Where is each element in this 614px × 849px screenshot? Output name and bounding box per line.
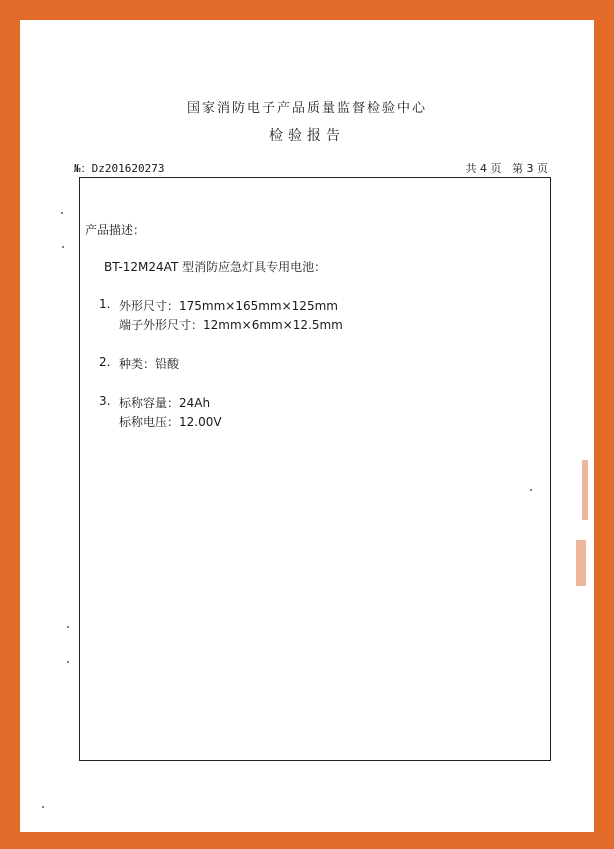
issuing-organization: 国家消防电子产品质量监督检验中心 — [186, 101, 427, 116]
report-page — [20, 20, 594, 832]
seal-fragment — [576, 540, 586, 586]
item-number: 3. — [99, 394, 111, 408]
item-text: 外形尺寸：175mm×165mm×125mm — [119, 299, 338, 313]
item-number: 2. — [99, 355, 111, 369]
scan-speck — [67, 626, 69, 628]
report-title: 检验报告 — [269, 128, 345, 144]
seal-fragment — [582, 460, 588, 520]
item-number: 1. — [99, 297, 111, 311]
item-text: 标称容量：24Ah — [119, 396, 211, 410]
section-title: 产品描述： — [85, 223, 146, 237]
content-frame — [79, 177, 551, 761]
scan-speck — [62, 246, 64, 248]
report-number: №：Dz201620273 — [74, 162, 165, 175]
item-text: 种类：铅酸 — [119, 357, 180, 371]
scan-speck — [42, 806, 44, 808]
product-model-line: BT-12M24AT 型消防应急灯具专用电池： — [104, 260, 327, 274]
scan-speck — [61, 212, 63, 214]
scan-speck — [530, 489, 532, 491]
item-text: 端子外形尺寸：12mm×6mm×12.5mm — [119, 318, 343, 332]
item-text: 标称电压：12.00V — [119, 415, 222, 429]
scan-speck — [67, 661, 69, 663]
page-indicator: 共 4 页 第 3 页 — [465, 162, 548, 175]
